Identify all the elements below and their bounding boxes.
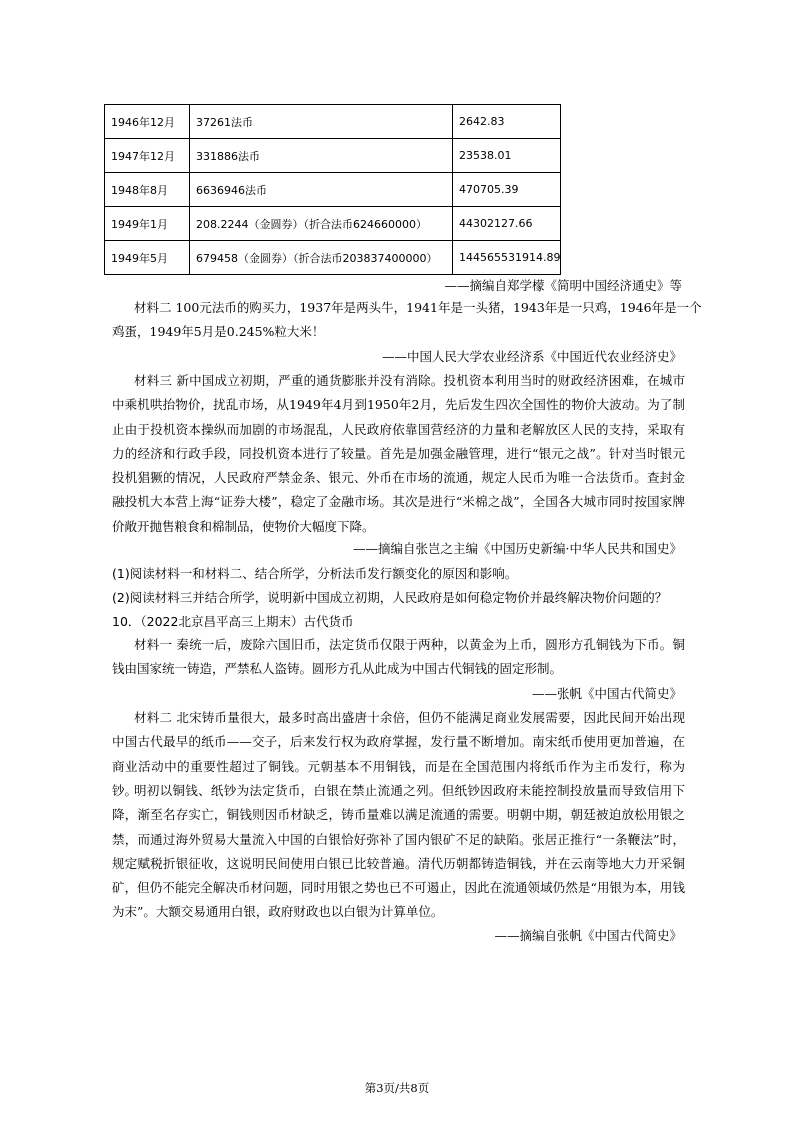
item10-source2: ——摘编自张帆《中国古代简史》	[494, 928, 682, 943]
table-cell: 470705.39	[453, 173, 561, 207]
table-cell: 2642.83	[453, 105, 561, 139]
material2-line1: 材料二 100元法币的购买力，1937年是两头牛，1941年是一头猪，1943年是一只鸡，1946年是一个	[134, 300, 702, 315]
material3-text: 材料三 新中国成立初期，严重的通货膨胀并没有消除。投机资本利用当时的财政经济困难，在城市中乘机哄抬物价，扰乱市场，从1949年4月到1950年2月，先后发生四次全国性的物价大波动。为了制止由于投机资本操纵而加剧的市场混乱，人民政府依靠国营经济的力量和老解放区人民的支持，采取有力的经济和行政手段，同投机资本进行了较量。首先是加强金融管理，进行“银元之战”。针对当时银元投机猖獗的情况，人民政府严禁金条、银元、外币在市场的流通，规定人民币为唯一合法货币。查封金融投机大本营上海“证券大楼”，稳定了金融市场。其次是进行“米棉之战”，全国各大城市同时按国家牌价敞开抛售粮食和棉制品，使物价大幅度下降。	[112, 373, 685, 534]
table-cell: 37261法币	[190, 105, 453, 139]
source-material2: ——中国人民大学农业经济系《中国近代农业经济史》	[381, 349, 682, 364]
table-cell: 1946年12月	[105, 105, 190, 139]
table-cell: 679458（金圆券）（折合法币203837400000）	[190, 241, 453, 275]
table-cell: 6636946法币	[190, 173, 453, 207]
table-cell: 1949年1月	[105, 207, 190, 241]
item10-material2-para2: 明初以铜钱、纸钞为法定货币，白银在禁止流通之列。但纸钞因政府未能控制投放量而导致信用下降，渐至名存实亡，铜钱则因币材缺乏，铸币量难以满足流通的需要。明朝中期，朝廷被迫放松用银之禁，而通过海外贸易大量流入中国的白银恰好弥补了国内银矿不足的缺陷。张居正推行“一条鞭法”时，规定赋税折银征收，这说明民间使用白银已比较普遍。清代历朝都铸造铜钱，并在云南等地大力开采铜矿，但仍不能完全解决币材问题，同时用银之势也已不可遏止，因此在流通领域仍然是“用银为本，用钱为末”。大额交易通用白银，政府财政也以白银为计算单位。	[112, 783, 685, 920]
material2-line2: 鸡蛋，1949年5月是0.245%粒大米！	[112, 324, 325, 339]
item10-title: 10．（2022北京昌平高三上期末）古代货币	[112, 614, 354, 629]
question-2: (2)阅读材料三并结合所学，说明新中国成立初期，人民政府是如何稳定物价并最终解决物价问题的？	[112, 590, 668, 605]
table-cell: 1948年8月	[105, 173, 190, 207]
table-cell: 23538.01	[453, 139, 561, 173]
question-1: (1)阅读材料一和材料二、结合所学，分析法币发行额变化的原因和影响。	[112, 566, 518, 581]
table-row	[105, 207, 561, 241]
item10-material1: 材料一 秦统一后，废除六国旧币，法定货币仅限于两种，以黄金为上币，圆形方孔铜钱为下币。铜钱由国家统一铸造，严禁私人盗铸。圆形方孔从此成为中国古代铜钱的固定形制。	[112, 637, 685, 677]
table-cell: 208.2244（金圆券）（折合法币624660000）	[190, 207, 453, 241]
table-cell: 1949年5月	[105, 241, 190, 275]
table-cell: 331886法币	[190, 139, 453, 173]
source-material1: ——摘编自郑学檬《简明中国经济通史》等	[444, 278, 682, 293]
table-row	[105, 105, 561, 139]
item10-material2-para1: 材料二 北宋铸币量很大，最多时高出盛唐十余倍，但仍不能满足商业发展需要，因此民间开始出现中国古代最早的纸币——交子，后来发行权为政府掌握，发行量不断增加。南宋纸币使用更加普遍，在商业活动中的重要性超过了铜钱。元朝基本不用铜钱，而是在全国范围内将纸币作为主币发行，称为钞。	[112, 710, 685, 798]
item10-source1: ——张帆《中国古代简史》	[531, 686, 682, 701]
table-row	[105, 241, 561, 275]
table-row	[105, 173, 561, 207]
table-cell: 44302127.66	[453, 207, 561, 241]
table-cell: 1947年12月	[105, 139, 190, 173]
page-footer: 第3页/共8页	[364, 1081, 430, 1095]
table-row	[105, 139, 561, 173]
money-table	[104, 104, 561, 275]
source-material3: ——摘编自张岂之主编《中国历史新编·中华人民共和国史》	[353, 541, 682, 556]
table-cell: 144565531914.89	[453, 241, 561, 275]
